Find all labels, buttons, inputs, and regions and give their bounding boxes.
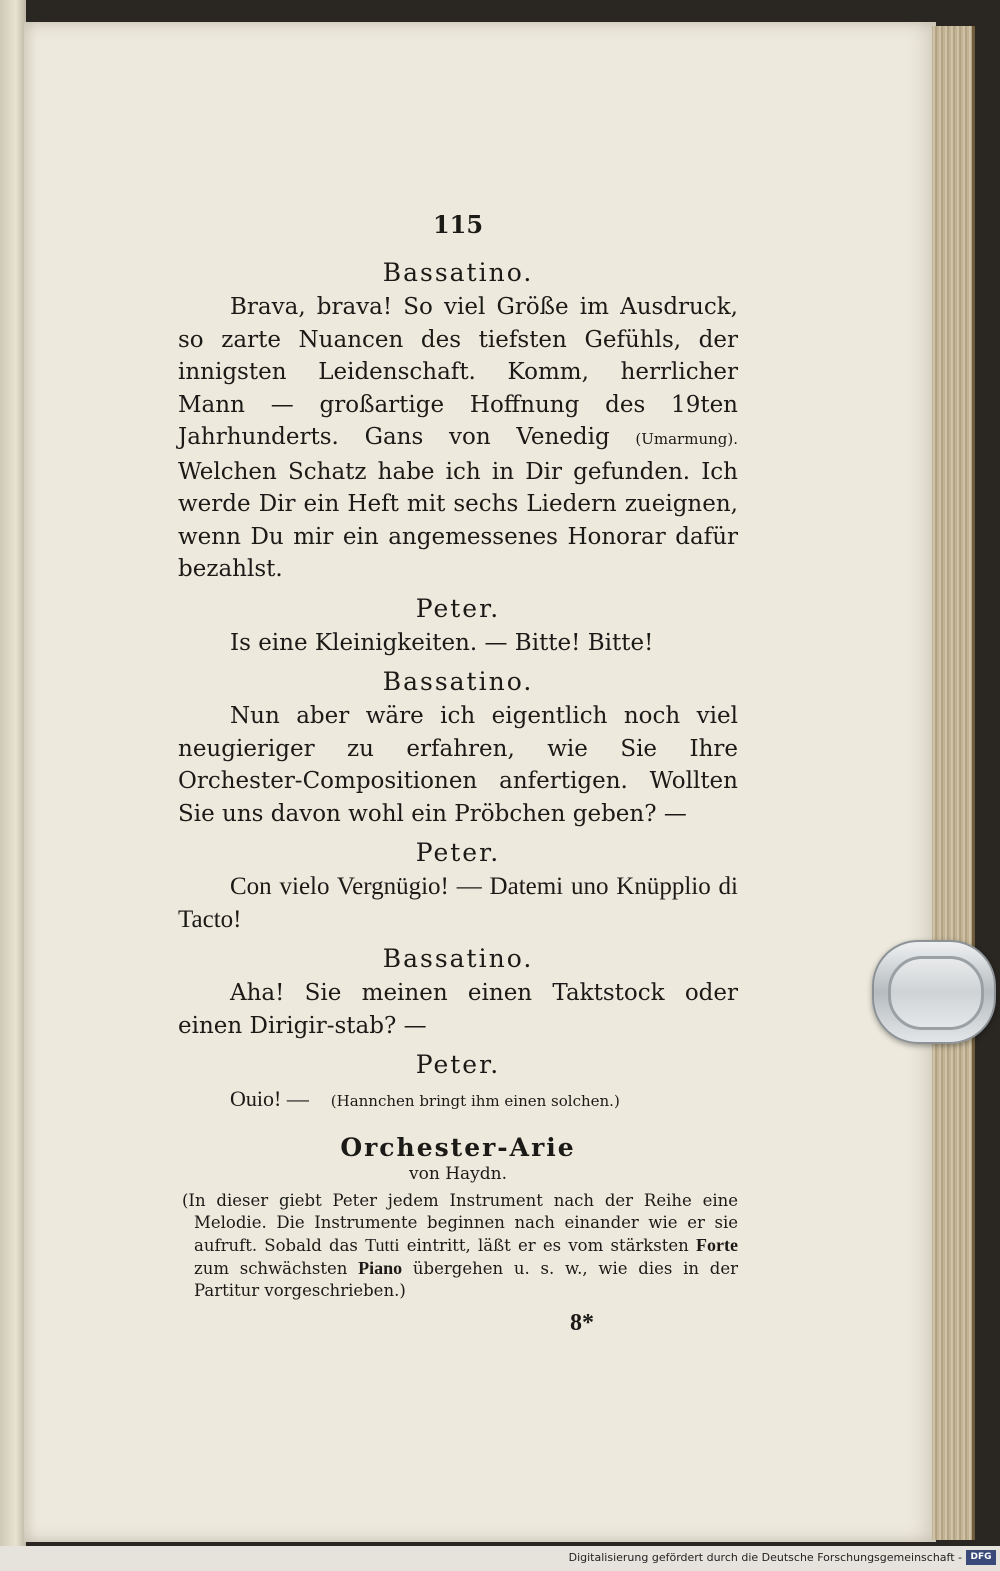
page-number: 115	[432, 210, 484, 239]
stage-direction: (Hannchen bringt ihm einen solchen.)	[330, 1092, 620, 1110]
note-term: Tutti	[365, 1235, 400, 1255]
aria-composer: von Haydn.	[409, 1164, 507, 1184]
dialogue-paragraph: Aha! Sie meinen einen Taktstock oder einen Dirigir-stab? —	[178, 980, 738, 1039]
speaker-name: Bassatino.	[382, 258, 534, 287]
dialogue-paragraph	[178, 291, 738, 586]
dialogue-paragraph: Is eine Kleinigkeiten. — Bitte! Bitte!	[230, 629, 654, 656]
dialogue-paragraph: Nun aber wäre ich eigentlich noch viel neugieriger zu erfahren, wie Sie Ihre Orchester-Compositionen anfertigen. Wollten Sie uns davon wohl ein Pröbchen geben? —	[178, 703, 738, 827]
page-text	[178, 210, 738, 1337]
speaker-name: Peter.	[415, 1050, 501, 1079]
note-term: Piano	[358, 1258, 403, 1278]
note-text: (In dieser giebt Peter jedem Instrument nach der Reihe eine Melodie. Die Instrumente beginnen nach einander wie er sie aufruft. Sobald das	[182, 1191, 738, 1255]
dfg-logo: DFG	[966, 1550, 996, 1565]
paper-clip-loop	[888, 956, 984, 1030]
note-term: Forte	[696, 1235, 738, 1255]
dialogue-text: Ouio! —	[230, 1086, 309, 1111]
dialogue-text: Welchen Schatz habe ich in Dir gefunden. Ich werde Dir ein Heft mit sechs Liedern zueignen, wenn Du mir ein angemessenes Honorar dafür bezahlst.	[178, 458, 738, 582]
aria-title: Orchester-Arie	[340, 1133, 576, 1162]
note-text: eintritt, läßt er es vom stärksten	[399, 1236, 697, 1255]
dialogue-paragraph: Con vielo Vergnügio! — Datemi uno Knüpplio di Tacto!	[178, 873, 738, 933]
dialogue-text: Brava, brava! So viel Größe im Ausdruck, so zarte Nuancen des tiefsten Gefühls, der innigsten Leidenschaft. Komm, herrlicher Mann — großartige Hoffnung des 19ten Jahrhunderts. Gans von Venedig	[178, 294, 738, 450]
page-stack-edges	[932, 26, 975, 1540]
note-text: zum schwächsten	[194, 1259, 359, 1278]
note-text: übergehen u. s. w., wie dies in der Partitur vorgeschrieben.)	[194, 1259, 738, 1300]
speaker-name: Bassatino.	[382, 667, 534, 696]
signature-mark: 8*	[570, 1310, 594, 1336]
speaker-name: Bassatino.	[382, 944, 534, 973]
speaker-name: Peter.	[415, 838, 501, 867]
dialogue-paragraph	[178, 1083, 738, 1117]
digitization-credit: Digitalisierung gefördert durch die Deutsche Forschungsgemeinschaft -	[568, 1551, 962, 1564]
speaker-name: Peter.	[415, 593, 501, 623]
left-page-edge	[0, 0, 26, 1546]
paper-clip	[872, 940, 996, 1044]
stage-direction: (Umarmung).	[635, 430, 738, 448]
performance-note	[178, 1190, 738, 1302]
